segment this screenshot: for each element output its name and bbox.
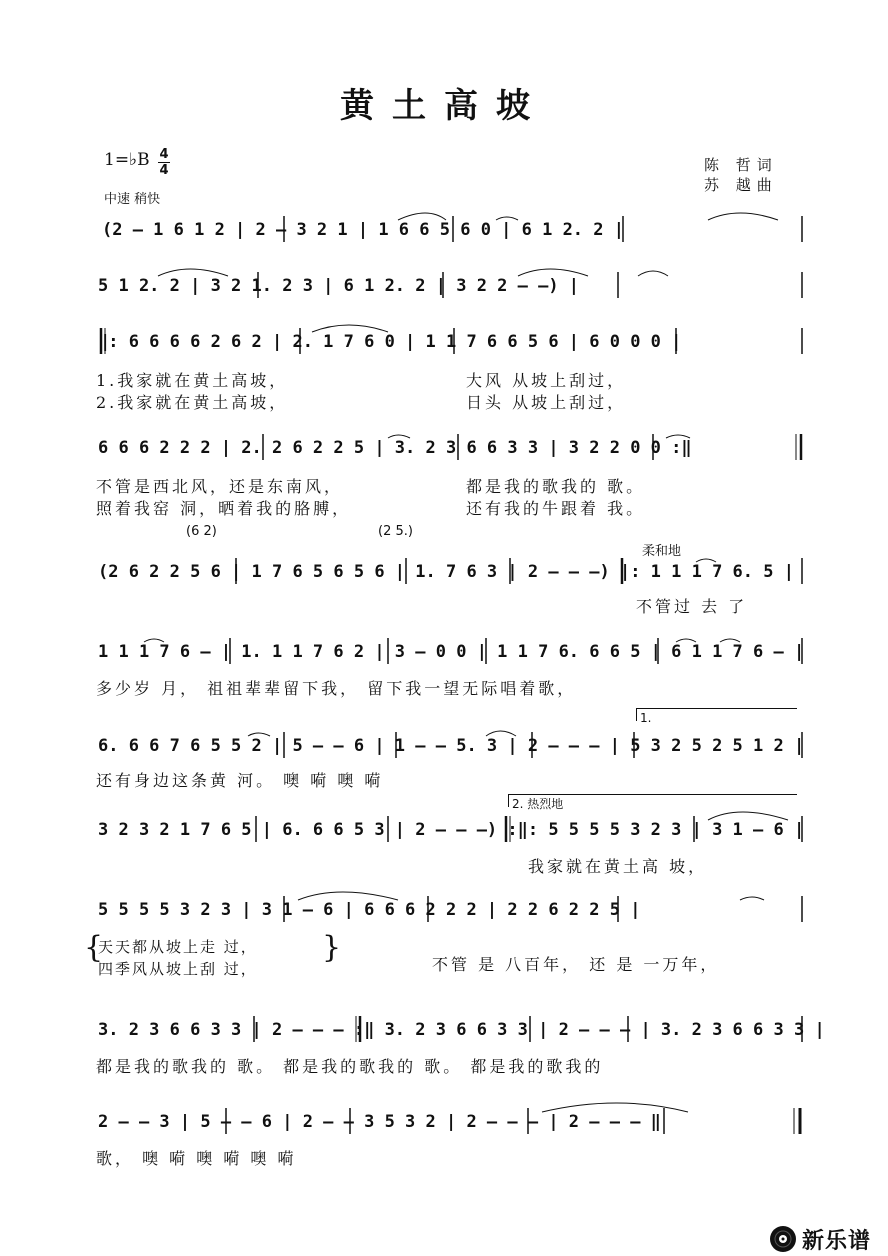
lyric-verse-2-b: 日头 从坡上刮过， bbox=[466, 393, 627, 412]
lyric-line-9-c: 不管 是 八百年， 还 是 一万年， bbox=[432, 955, 720, 974]
row-2-notes: 5 1 2. 2 | 3 2 1. 2 3 | 6 1 2. 2 | 3 2 2 – –) | bbox=[98, 276, 580, 296]
vinyl-record-icon bbox=[768, 1224, 798, 1254]
row-7-notes: 6. 6 6 7 6 5 5 2 | 5 – – 6 | 1 – – 5. 3 | 2 – – – | 5 3 2 5 2 5 1 2 | bbox=[98, 736, 805, 756]
lyric-line-7: 还有身边这条黄 河。 噢 嗬 噢 嗬 bbox=[96, 771, 384, 790]
lyric-verse-1-b: 大风 从坡上刮过， bbox=[466, 371, 627, 390]
time-signature bbox=[158, 148, 170, 177]
score-row-10 bbox=[98, 1014, 825, 1048]
lyric-line-8: 我家就在黄土高 坡， bbox=[528, 857, 708, 876]
lyric-verse-2-a: 2.我家就在黄土高坡， bbox=[96, 393, 289, 412]
lyric-verse-1-a: 1.我家就在黄土高坡， bbox=[96, 371, 289, 390]
lyric-line-10: 都是我的歌我的 歌。 都是我的歌我的 歌。 都是我的歌我的 bbox=[96, 1057, 604, 1076]
alternate-notes-2: (2 5.) bbox=[378, 524, 413, 539]
lyricist-credit: 陈 哲词 bbox=[704, 156, 778, 174]
alternate-notes-1: (6 2) bbox=[186, 524, 217, 539]
lyric-line-11: 歌， 噢 嗬 噢 嗬 噢 嗬 bbox=[96, 1149, 297, 1168]
lyric-line-9-b: 四季风从坡上刮 过， bbox=[98, 960, 258, 978]
score-row-4 bbox=[98, 432, 804, 466]
composer-credit: 苏 越曲 bbox=[704, 176, 778, 194]
lyric-line-9-a: 天天都从坡上走 过， bbox=[98, 938, 258, 956]
row-8-notes: 3 2 3 2 1 7 6 5 | 6. 6 6 5 3 | 2 – – –) :‖: 5 5 5 5 3 2 3 | 3 1 – 6 | bbox=[98, 820, 805, 840]
row-5-notes: (2 6 2 2 5 6 | 1 7 6 5 6 5 6 | 1. 7 6 3 | 2 – – –) |: 1 1 1 7 6. 5 | bbox=[98, 562, 794, 582]
score-row-2 bbox=[98, 270, 804, 304]
row-3-notes: ‖: 6 6 6 6 2 6 2 | 2. 1 7 6 0 | 1 1 7 6 6 5 6 | 6 0 0 0 | bbox=[98, 332, 682, 352]
page-title: 黄土高坡 bbox=[340, 86, 548, 126]
row-10-notes: 3. 2 3 6 6 3 3 | 2 – – – :‖ 3. 2 3 6 6 3 3 | 2 – – – | 3. 2 3 6 6 3 3 | bbox=[98, 1020, 825, 1040]
row-1-notes: (2 – 1 6 1 2 | 2 – 3 2 1 | 1 6 6 5 6 0 | 6 1 2. 2 | bbox=[102, 220, 624, 240]
row-11-notes: 2 – – 3 | 5 – – 6 | 2 – – 3 5 3 2 | 2 – – – | 2 – – – ‖ bbox=[98, 1112, 661, 1132]
volta-2-label: 2. 热烈地 bbox=[512, 797, 564, 811]
volta-2-bracket bbox=[508, 794, 797, 811]
lyric-line-5: 不管过 去 了 bbox=[636, 597, 748, 616]
site-logo[interactable] bbox=[768, 1222, 888, 1256]
row-6-notes: 1 1 1 7 6 – | 1. 1 1 7 6 2 | 3 – 0 0 | 1 1 7 6. 6 6 5 | 6 1 1 7 6 – | bbox=[98, 642, 805, 662]
lyric-line-3-a: 不管是西北风，还是东南风， bbox=[96, 477, 344, 496]
time-signature-bottom: 4 bbox=[159, 163, 169, 178]
expression-soft: 柔和地 bbox=[642, 544, 682, 559]
key-signature: 1=♭B bbox=[104, 150, 150, 170]
logo-text: 新乐谱 bbox=[802, 1229, 872, 1254]
score-row-11 bbox=[98, 1106, 804, 1140]
lyric-line-3-b: 都是我的歌我的 歌。 bbox=[466, 477, 646, 496]
time-signature-top: 4 bbox=[159, 147, 169, 162]
tempo-marking: 中速 稍快 bbox=[104, 192, 161, 207]
score-row-7 bbox=[98, 730, 804, 764]
lyric-line-4-a: 照着我窑 洞，晒着我的胳膊， bbox=[96, 499, 352, 518]
score-row-9 bbox=[98, 894, 804, 928]
lyric-line-6: 多少岁 月， 祖祖辈辈留下我， 留下我一望无际唱着歌， bbox=[96, 679, 577, 698]
score-row-8 bbox=[98, 814, 804, 848]
score-row-5 bbox=[98, 556, 804, 590]
lyric-line-4-b: 还有我的牛跟着 我。 bbox=[466, 499, 646, 518]
volta-1-label: 1. bbox=[640, 711, 652, 725]
lyric-brace-right: } bbox=[322, 930, 342, 965]
lyric-brace-left: { bbox=[84, 930, 104, 965]
row-9-notes: 5 5 5 5 3 2 3 | 3 1 – 6 | 6 6 6 2 2 2 | 2 2 6 2 2 5 | bbox=[98, 900, 641, 920]
score-row-6 bbox=[98, 636, 804, 670]
score-row-3 bbox=[98, 326, 804, 360]
volta-1-bracket bbox=[636, 708, 797, 725]
score-row-1 bbox=[98, 214, 804, 248]
row-4-notes: 6 6 6 2 2 2 | 2. 2 6 2 2 5 | 3. 2 3 6 6 3 3 | 3 2 2 0 0 :‖ bbox=[98, 438, 692, 458]
